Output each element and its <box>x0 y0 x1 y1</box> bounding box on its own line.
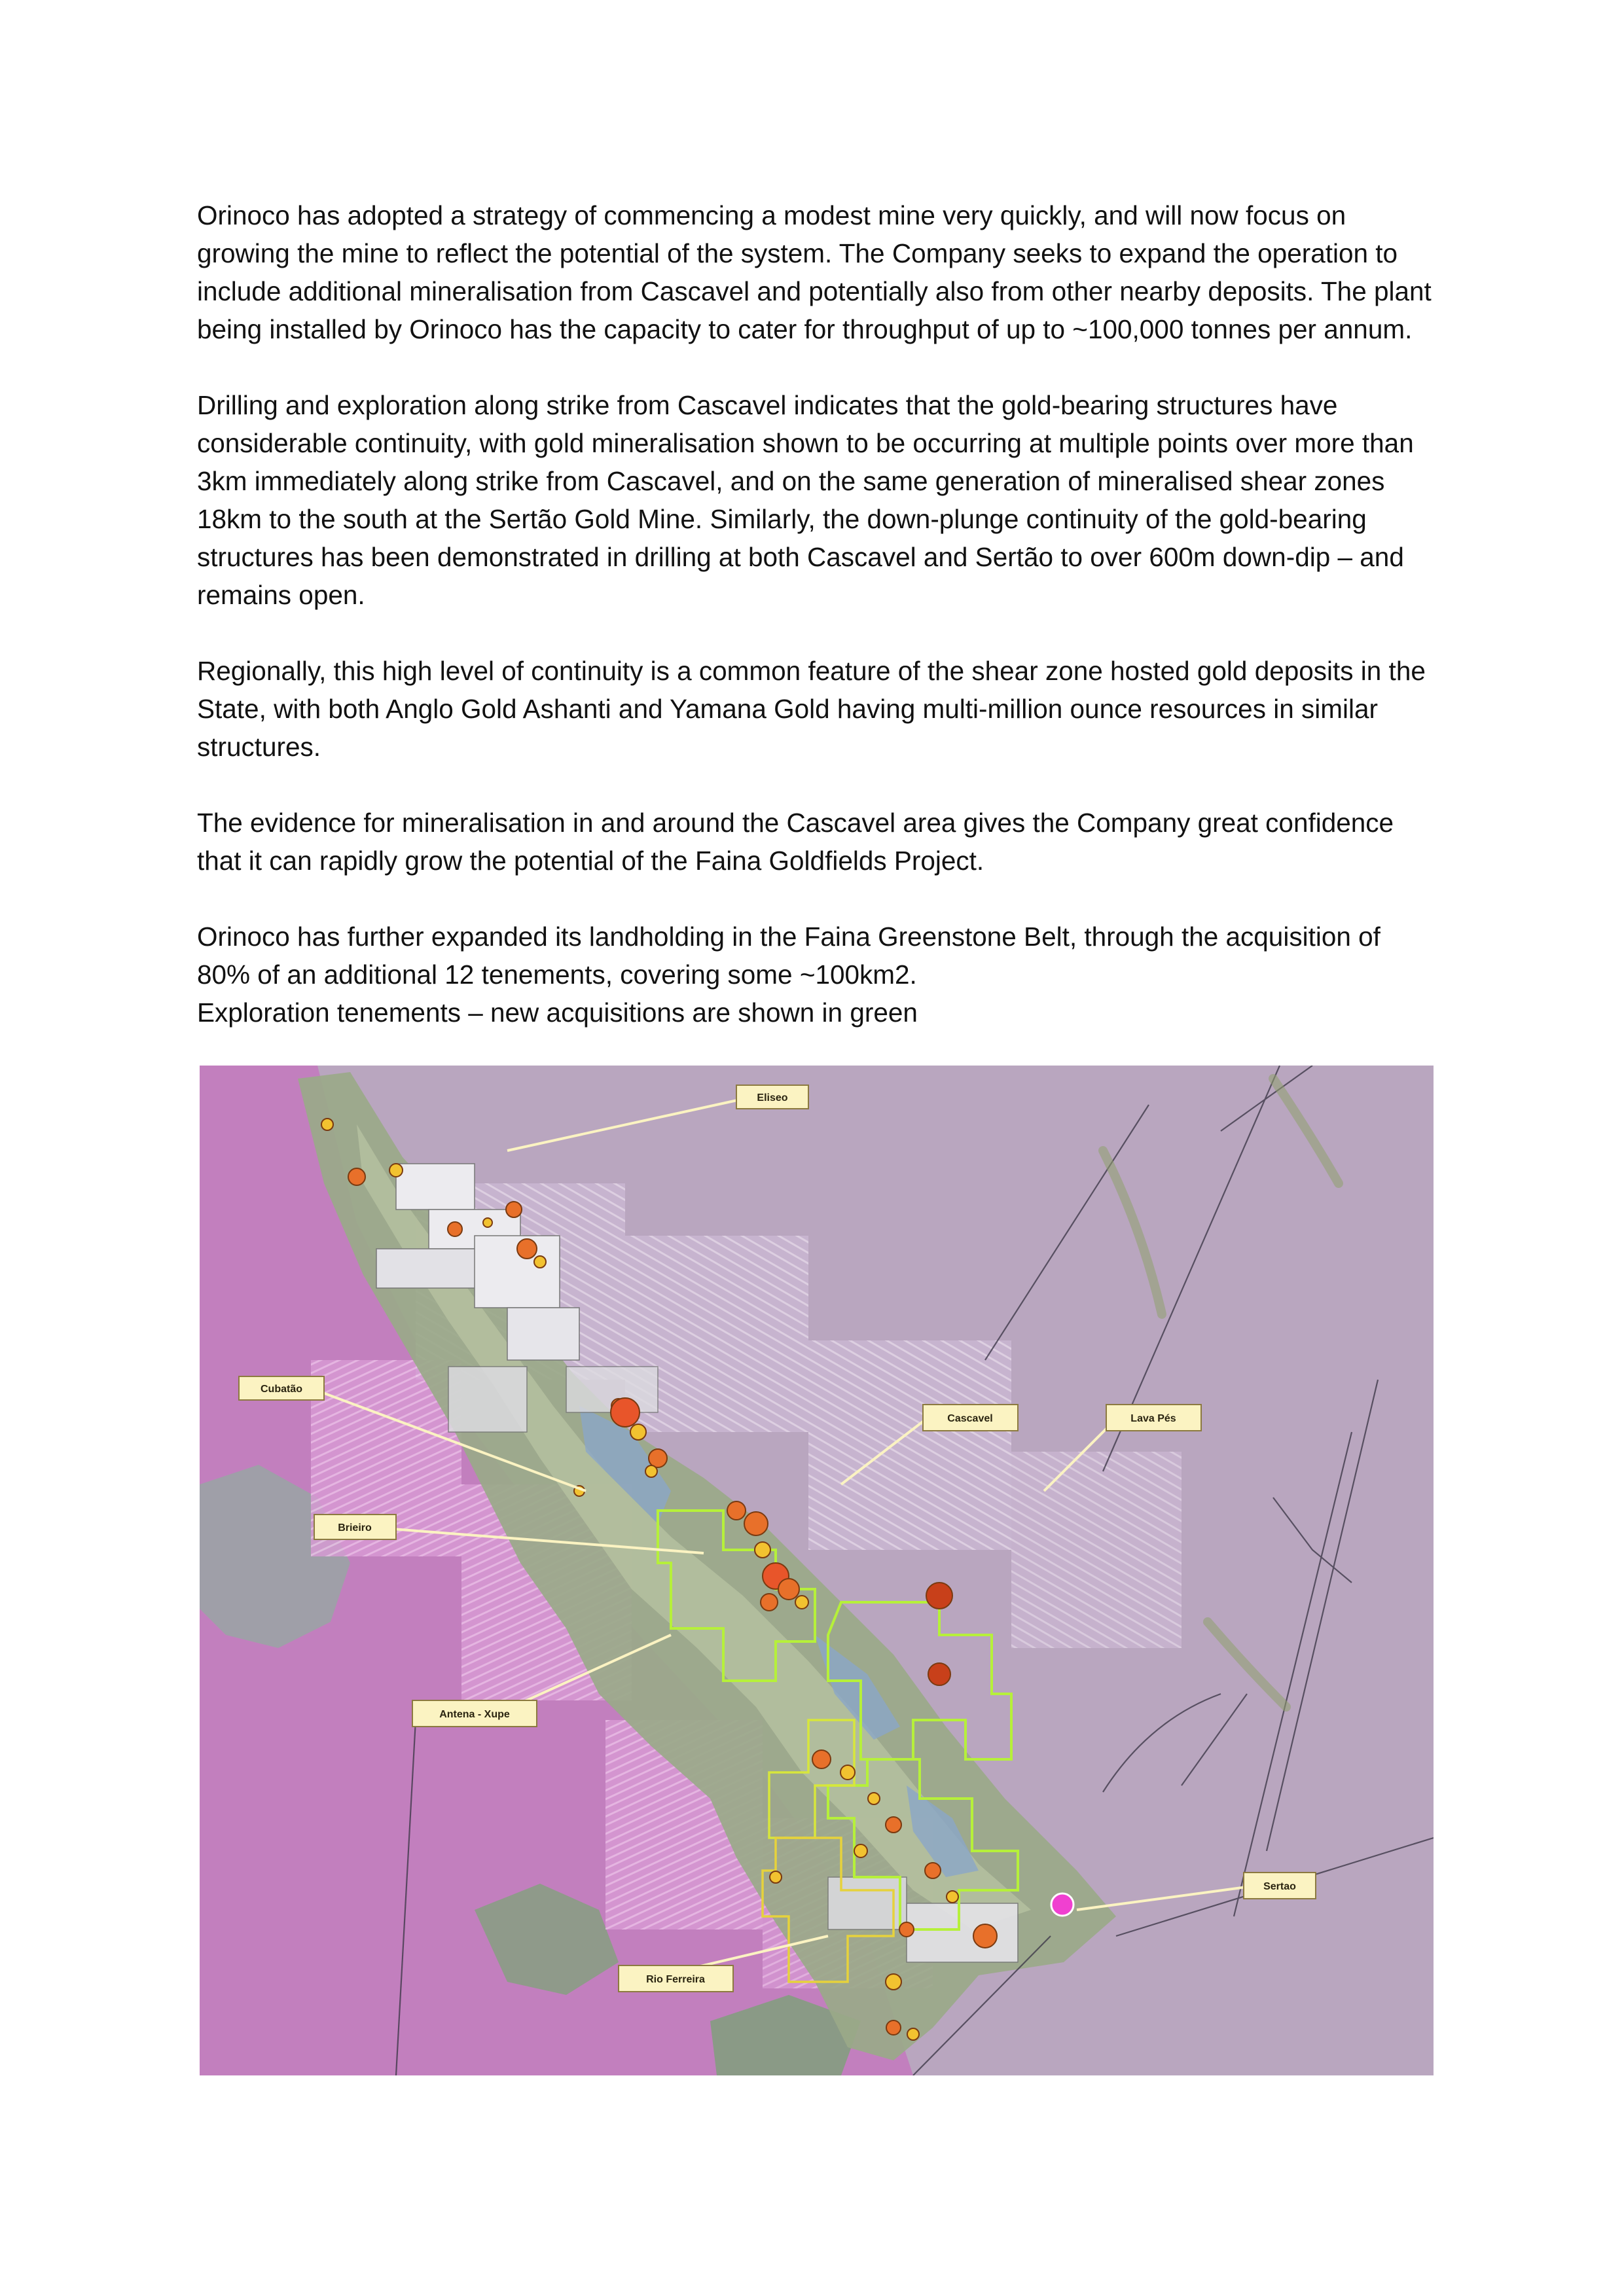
tenement-white <box>507 1308 579 1360</box>
label-rio-ferreira-text: Rio Ferreira <box>646 1974 705 1985</box>
label-sertao-text: Sertao <box>1263 1881 1296 1892</box>
paragraph-drilling: Drilling and exploration along strike from Cascavel indicates that the gold-bearing structures have considerable continuity, with gold mineralisation shown to be occurring at multiple points over more than 3km immediately along strike from Cascavel, and on the same generation of mineralised shear zones 18km to the south at the Sertão Gold Mine. Similarly, the down-plunge continuity of the gold-bearing structures has been demonstrated in drilling at both Cascavel and Sertão to over 600m down-dip – and remains open. <box>197 390 1414 610</box>
label-antena-xupe <box>412 1700 537 1727</box>
tenement-white <box>907 1903 1018 1962</box>
label-cubatao <box>239 1376 324 1400</box>
paragraph-landholding: Orinoco has further expanded its landholding in the Faina Greenstone Belt, through the acquisition of 80% of an additional 12 tenements, covering some ~100km2. <box>197 922 1380 990</box>
label-rio-ferreira <box>619 1965 733 1992</box>
tenement-block <box>1011 1452 1182 1648</box>
paragraph-regional: Regionally, this high level of continuity is a common feature of the shear zone hosted gold deposits in the State, with both Anglo Gold Ashanti and Yamana Gold having multi-million ounce resources in similar structures. <box>197 656 1426 762</box>
tenement-block <box>808 1340 1011 1550</box>
paragraph-evidence: The evidence for mineralisation in and around the Cascavel area gives the Company great confidence that it can rapidly grow the potential of the Faina Goldfields Project. <box>197 808 1394 876</box>
label-brieiro-text: Brieiro <box>338 1522 372 1534</box>
sertao-marker <box>1051 1893 1074 1916</box>
label-lava-pes-text: Lava Pés <box>1130 1413 1176 1424</box>
label-eliseo <box>736 1085 808 1109</box>
label-antena-xupe-text: Antena - Xupe <box>439 1709 510 1720</box>
tenement-white <box>828 1877 907 1929</box>
label-cubatao-text: Cubatão <box>261 1384 302 1395</box>
label-cascavel-text: Cascavel <box>947 1413 993 1424</box>
label-cascavel <box>923 1405 1018 1431</box>
tenement-white <box>396 1164 475 1210</box>
paragraph-strategy: Orinoco has adopted a strategy of commencing a modest mine very quickly, and will now focus on growing the mine to reflect the potential of the system. The Company seeks to expand the operation to include additional mineralisation from Cascavel and potentially also from other nearby deposits. The plant being installed by Orinoco has the capacity to cater for throughput of up to ~100,000 tonnes per annum. <box>197 200 1432 344</box>
tenement-map-svg <box>200 1066 1434 2075</box>
label-sertao <box>1244 1873 1316 1899</box>
label-lava-pes <box>1106 1405 1201 1431</box>
tenement-white <box>448 1367 527 1432</box>
label-eliseo-text: Eliseo <box>757 1092 788 1103</box>
tenement-white <box>376 1249 481 1288</box>
tenement-map <box>200 1066 1434 2075</box>
label-brieiro <box>314 1515 396 1539</box>
figure-caption: Exploration tenements – new acquisitions are shown in green <box>197 997 918 1028</box>
document-body <box>197 196 1441 1031</box>
